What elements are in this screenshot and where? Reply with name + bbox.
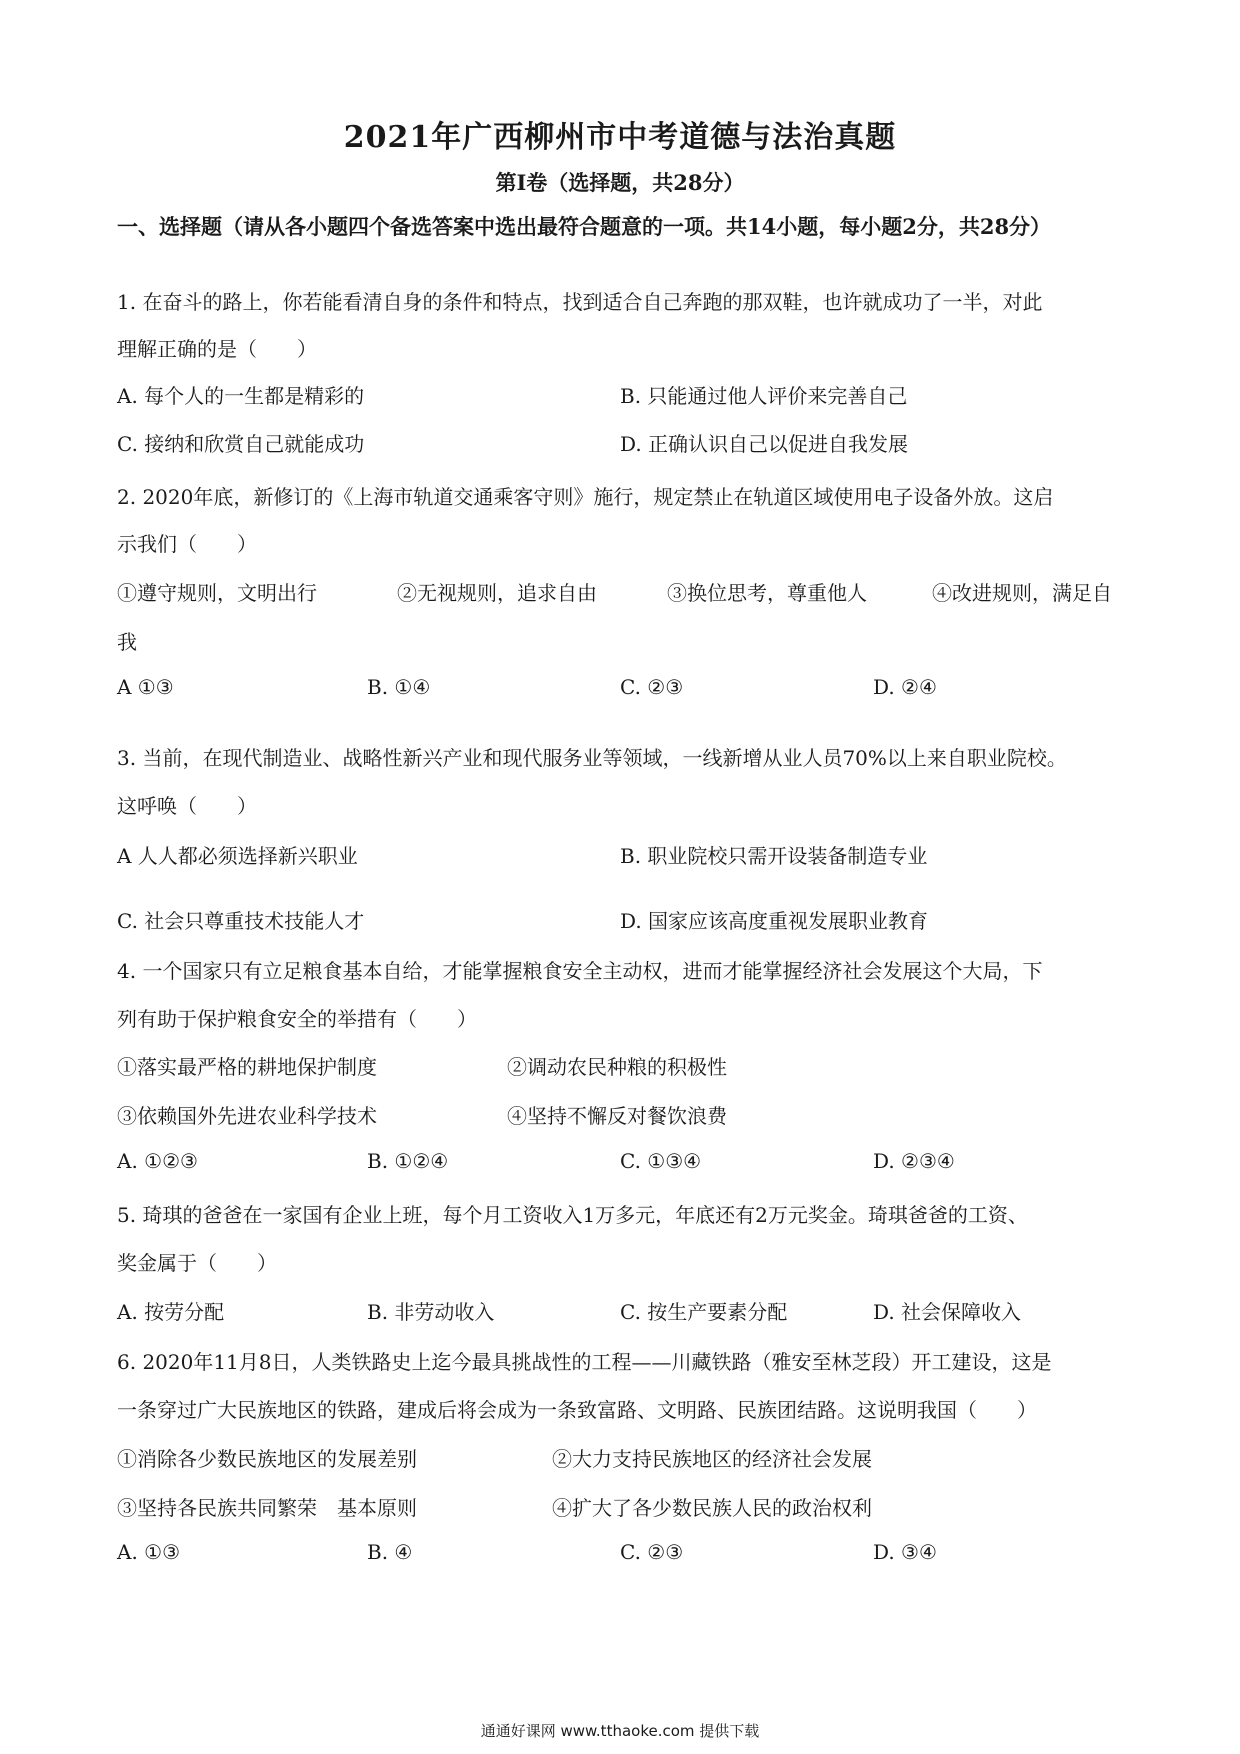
question-4-item-1: ①落实最严格的耕地保护制度 [117,1055,377,1079]
question-2-item-3: ③换位思考，尊重他人 [667,581,867,605]
question-6-stem-line2: 一条穿过广大民族地区的铁路，建成后将会成为一条致富路、文明路、民族团结路。这说明我国（ ） [117,1398,1037,1422]
question-4-item-2: ②调动农民种粮的积极性 [507,1055,727,1079]
page-footer: 通通好课网 www.tthaoke.com 提供下载 [480,1722,760,1740]
question-4-option-b: B. ①②④ [367,1149,449,1173]
question-4-item-3: ③依赖国外先进农业科学技术 [117,1104,377,1128]
question-1-option-b: B. 只能通过他人评价来完善自己 [620,384,908,408]
question-6-item-2: ②大力支持民族地区的经济社会发展 [552,1447,872,1471]
question-2-option-d: D. ②④ [873,675,937,699]
question-4-stem-line1: 4. 一个国家只有立足粮食基本自给，才能掌握粮食安全主动权，进而才能掌握经济社会发展这个大局，下 [117,959,1043,983]
question-2-stem-line1: 2. 2020年底，新修订的《上海市轨道交通乘客守则》施行，规定禁止在轨道区域使用电子设备外放。这启 [117,485,1054,509]
question-2-item-1: ①遵守规则，文明出行 [117,581,317,605]
question-3-option-c: C. 社会只尊重技术技能人才 [117,909,365,933]
page-subtitle: 第Ⅰ卷（选择题，共28分） [495,170,745,195]
question-3-option-a: A 人人都必须选择新兴职业 [117,844,358,868]
question-6-option-c: C. ②③ [620,1540,684,1564]
question-5-option-c: C. 按生产要素分配 [620,1300,788,1324]
question-6-item-3: ③坚持各民族共同繁荣 基本原则 [117,1496,417,1520]
page-title: 2021年广西柳州市中考道德与法治真题 [343,120,897,155]
question-2-option-c: C. ②③ [620,675,684,699]
question-4-item-4: ④坚持不懈反对餐饮浪费 [507,1104,727,1128]
question-1-stem-line1: 1. 在奋斗的路上，你若能看清自身的条件和特点，找到适合自己奔跑的那双鞋，也许就成功了一半，对此 [117,290,1043,314]
question-4-stem-line2: 列有助于保护粮食安全的举措有（ ） [117,1007,477,1031]
question-5-option-b: B. 非劳动收入 [367,1300,495,1324]
question-3-stem-line2: 这呼唤（ ） [117,794,257,818]
question-3-option-d: D. 国家应该高度重视发展职业教育 [620,909,929,933]
question-1-option-d: D. 正确认识自己以促进自我发展 [620,432,909,456]
question-1-stem-line2: 理解正确的是（ ） [117,337,317,361]
question-5-option-a: A. 按劳分配 [117,1300,225,1324]
question-6-option-a: A. ①③ [117,1540,181,1564]
question-4-option-d: D. ②③④ [873,1149,955,1173]
question-2-option-a: A ①③ [117,675,174,699]
question-3-option-b: B. 职业院校只需开设装备制造专业 [620,844,928,868]
question-2-item-4: ④改进规则，满足自 [932,581,1112,605]
question-6-option-b: B. ④ [367,1540,413,1564]
question-6-option-d: D. ③④ [873,1540,937,1564]
question-2-item-4-cont: 我 [117,630,137,654]
question-1-option-c: C. 接纳和欣赏自己就能成功 [117,432,365,456]
question-5-option-d: D. 社会保障收入 [873,1300,1022,1324]
question-6-item-4: ④扩大了各少数民族人民的政治权利 [552,1496,872,1520]
question-1-option-a: A. 每个人的一生都是精彩的 [117,384,365,408]
question-6-stem-line1: 6. 2020年11月8日，人类铁路史上迄今最具挑战性的工程——川藏铁路（雅安至林芝段）开工建设，这是 [117,1350,1052,1374]
question-2-item-2: ②无视规则，追求自由 [397,581,597,605]
question-2-stem-line2: 示我们（ ） [117,532,257,556]
question-4-option-c: C. ①③④ [620,1149,702,1173]
question-3-stem-line1: 3. 当前，在现代制造业、战略性新兴产业和现代服务业等领域，一线新增从业人员70%以上来自职业院校。 [117,746,1067,770]
question-2-option-b: B. ①④ [367,675,431,699]
question-6-item-1: ①消除各少数民族地区的发展差别 [117,1447,417,1471]
section-heading: 一、选择题（请从各小题四个备选答案中选出最符合题意的一项。共14小题，每小题2分，共28分） [117,214,1052,239]
question-5-stem-line1: 5. 琦琪的爸爸在一家国有企业上班，每个月工资收入1万多元，年底还有2万元奖金。琦琪爸爸的工资、 [117,1203,1028,1227]
question-5-stem-line2: 奖金属于（ ） [117,1251,277,1275]
question-4-option-a: A. ①②③ [117,1149,198,1173]
